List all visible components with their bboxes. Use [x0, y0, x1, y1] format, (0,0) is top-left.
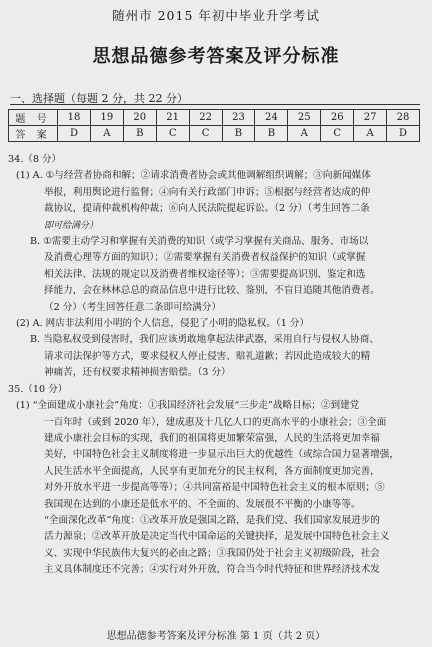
answer-cell: C — [321, 126, 354, 142]
answer-cell: A — [90, 126, 123, 142]
page-footer: 思想品德参考答案及评分标准 第 1 页（共 2 页） — [106, 631, 326, 642]
question-number: 27 — [354, 110, 387, 126]
answer-line: B. 当隐私权受到侵害时，我们应该勇敢地拿起法律武器，采用自行与侵权人协商、 — [30, 334, 379, 346]
answer-line: 及消费心理等方面的知识）；②需要掌握有关消费者权益保护的知识（或掌握 — [44, 252, 366, 264]
question-number: 24 — [255, 110, 288, 126]
answer-line: 人民生活水平全面提高，人民享有更加充分的民主权利，各方面制度更加完善， — [44, 465, 380, 477]
question-number-heading: 34.（8 分） — [8, 154, 62, 165]
answer-cell: B — [222, 126, 255, 142]
answer-line: （2 分）（考生回答任意二条即可给满分） — [44, 301, 222, 313]
answer-line: 神痛苦，还有权要求精神损害赔偿。（3 分） — [44, 367, 231, 379]
answer-line: 择能力，会在林林总总的商品信息中进行比较、鉴别，不盲目追随其他消费者。 — [44, 285, 380, 297]
answer-line: 对外开放水平进一步提高等等）；④共同富裕是中国特色社会主义的根本原则；⑤ — [44, 482, 385, 494]
answer-line: 建成小康社会目标的实现，我们的祖国将更加繁荣富强，人民的生活将更加幸福 — [44, 432, 380, 444]
table-row-numbers — [9, 110, 420, 126]
answer-cell: C — [156, 126, 189, 142]
answer-line: 美好，中国特色社会主义制度将进一步显示出巨大的优越性（或综合国力显著增强， — [44, 449, 399, 461]
question-number: 23 — [222, 110, 255, 126]
answer-cell: B — [255, 126, 288, 142]
question-number: 21 — [156, 110, 189, 126]
question-number: 18 — [58, 110, 91, 126]
answer-line: 即可给满分） — [44, 220, 99, 231]
row-label: 答 案 — [9, 126, 58, 142]
answer-line: (1) “全面建成小康社会”角度：①我国经济社会发展“三步走”战略目标；②到建党 — [16, 400, 360, 412]
question-number-heading: 35.（10 分） — [8, 383, 68, 395]
answer-cell: A — [354, 126, 387, 142]
answer-line: 请求司法保护等方式，要求侵权人停止侵害、赔礼道歉；若因此造成较大的精 — [44, 350, 371, 362]
answer-cell: B — [123, 126, 156, 142]
answer-line: (1) A. ①与经营者协商和解；②请求消费者协会或其他调解组织调解；③向新闻媒体 — [16, 170, 371, 182]
divider — [10, 104, 420, 105]
question-number: 22 — [189, 110, 222, 126]
answer-cell: A — [288, 126, 321, 142]
answer-line: B. ①需要主动学习和掌握有关消费的知识（或学习掌握有关商品、服务、市场以 — [30, 236, 369, 248]
row-label: 题 号 — [9, 110, 58, 126]
answer-cell: C — [189, 126, 222, 142]
table-row-answers — [9, 126, 420, 142]
question-number: 25 — [288, 110, 321, 126]
question-number: 19 — [90, 110, 123, 126]
answer-line: 裁协议，提请仲裁机构仲裁；⑥向人民法院提起诉讼。（2 分）（考生回答二条 — [44, 203, 370, 215]
answer-line: 我国现在达到的小康还是低水平的、不全面的、发展很不平衡的小康等等。 — [44, 498, 361, 510]
answer-table — [8, 109, 420, 142]
question-number: 28 — [387, 110, 420, 126]
answer-body — [8, 152, 424, 579]
question-number: 20 — [123, 110, 156, 126]
answer-line: 举报，利用舆论进行监督；④向有关行政部门申诉；⑤根据与经营者达成的仲 — [44, 186, 371, 198]
answer-line: 一百年时（或到 2020 年），建成惠及十几亿人口的更高水平的小康社会；③全面 — [44, 416, 387, 428]
answer-cell: D — [58, 126, 91, 142]
answer-line: “全面深化改革”角度：①改革开放是强国之路，是我们党、我们国家发展进步的 — [44, 514, 380, 526]
section-heading-multiple-choice: 一、选择题（每题 2 分，共 22 分） — [10, 92, 188, 105]
page-title: 思想品德参考答案及评分标准 — [92, 46, 340, 67]
answer-line: 活力源泉；②改革开放是决定当代中国命运的关键抉择，是发展中国特色社会主义 — [44, 531, 390, 543]
answer-cell: D — [387, 126, 420, 142]
answer-line: (2) A. 网店非法利用小明的个人信息，侵犯了小明的隐私权。（1 分） — [16, 318, 310, 330]
answer-line: 主义具体制度还不完善；④实行对外开放，符合当今时代特征和世界经济技术发 — [44, 564, 380, 576]
answer-line: 相关法律、法规的规定以及消费者维权途径等）；③需要提高识别、鉴定和选 — [44, 268, 366, 280]
exam-subtitle: 随州市 2015 年初中毕业升学考试 — [112, 8, 320, 23]
question-number: 26 — [321, 110, 354, 126]
answer-line: 义、实现中华民族伟大复兴的必由之路；③我国仍处于社会主义初级阶段，社会 — [44, 547, 380, 559]
